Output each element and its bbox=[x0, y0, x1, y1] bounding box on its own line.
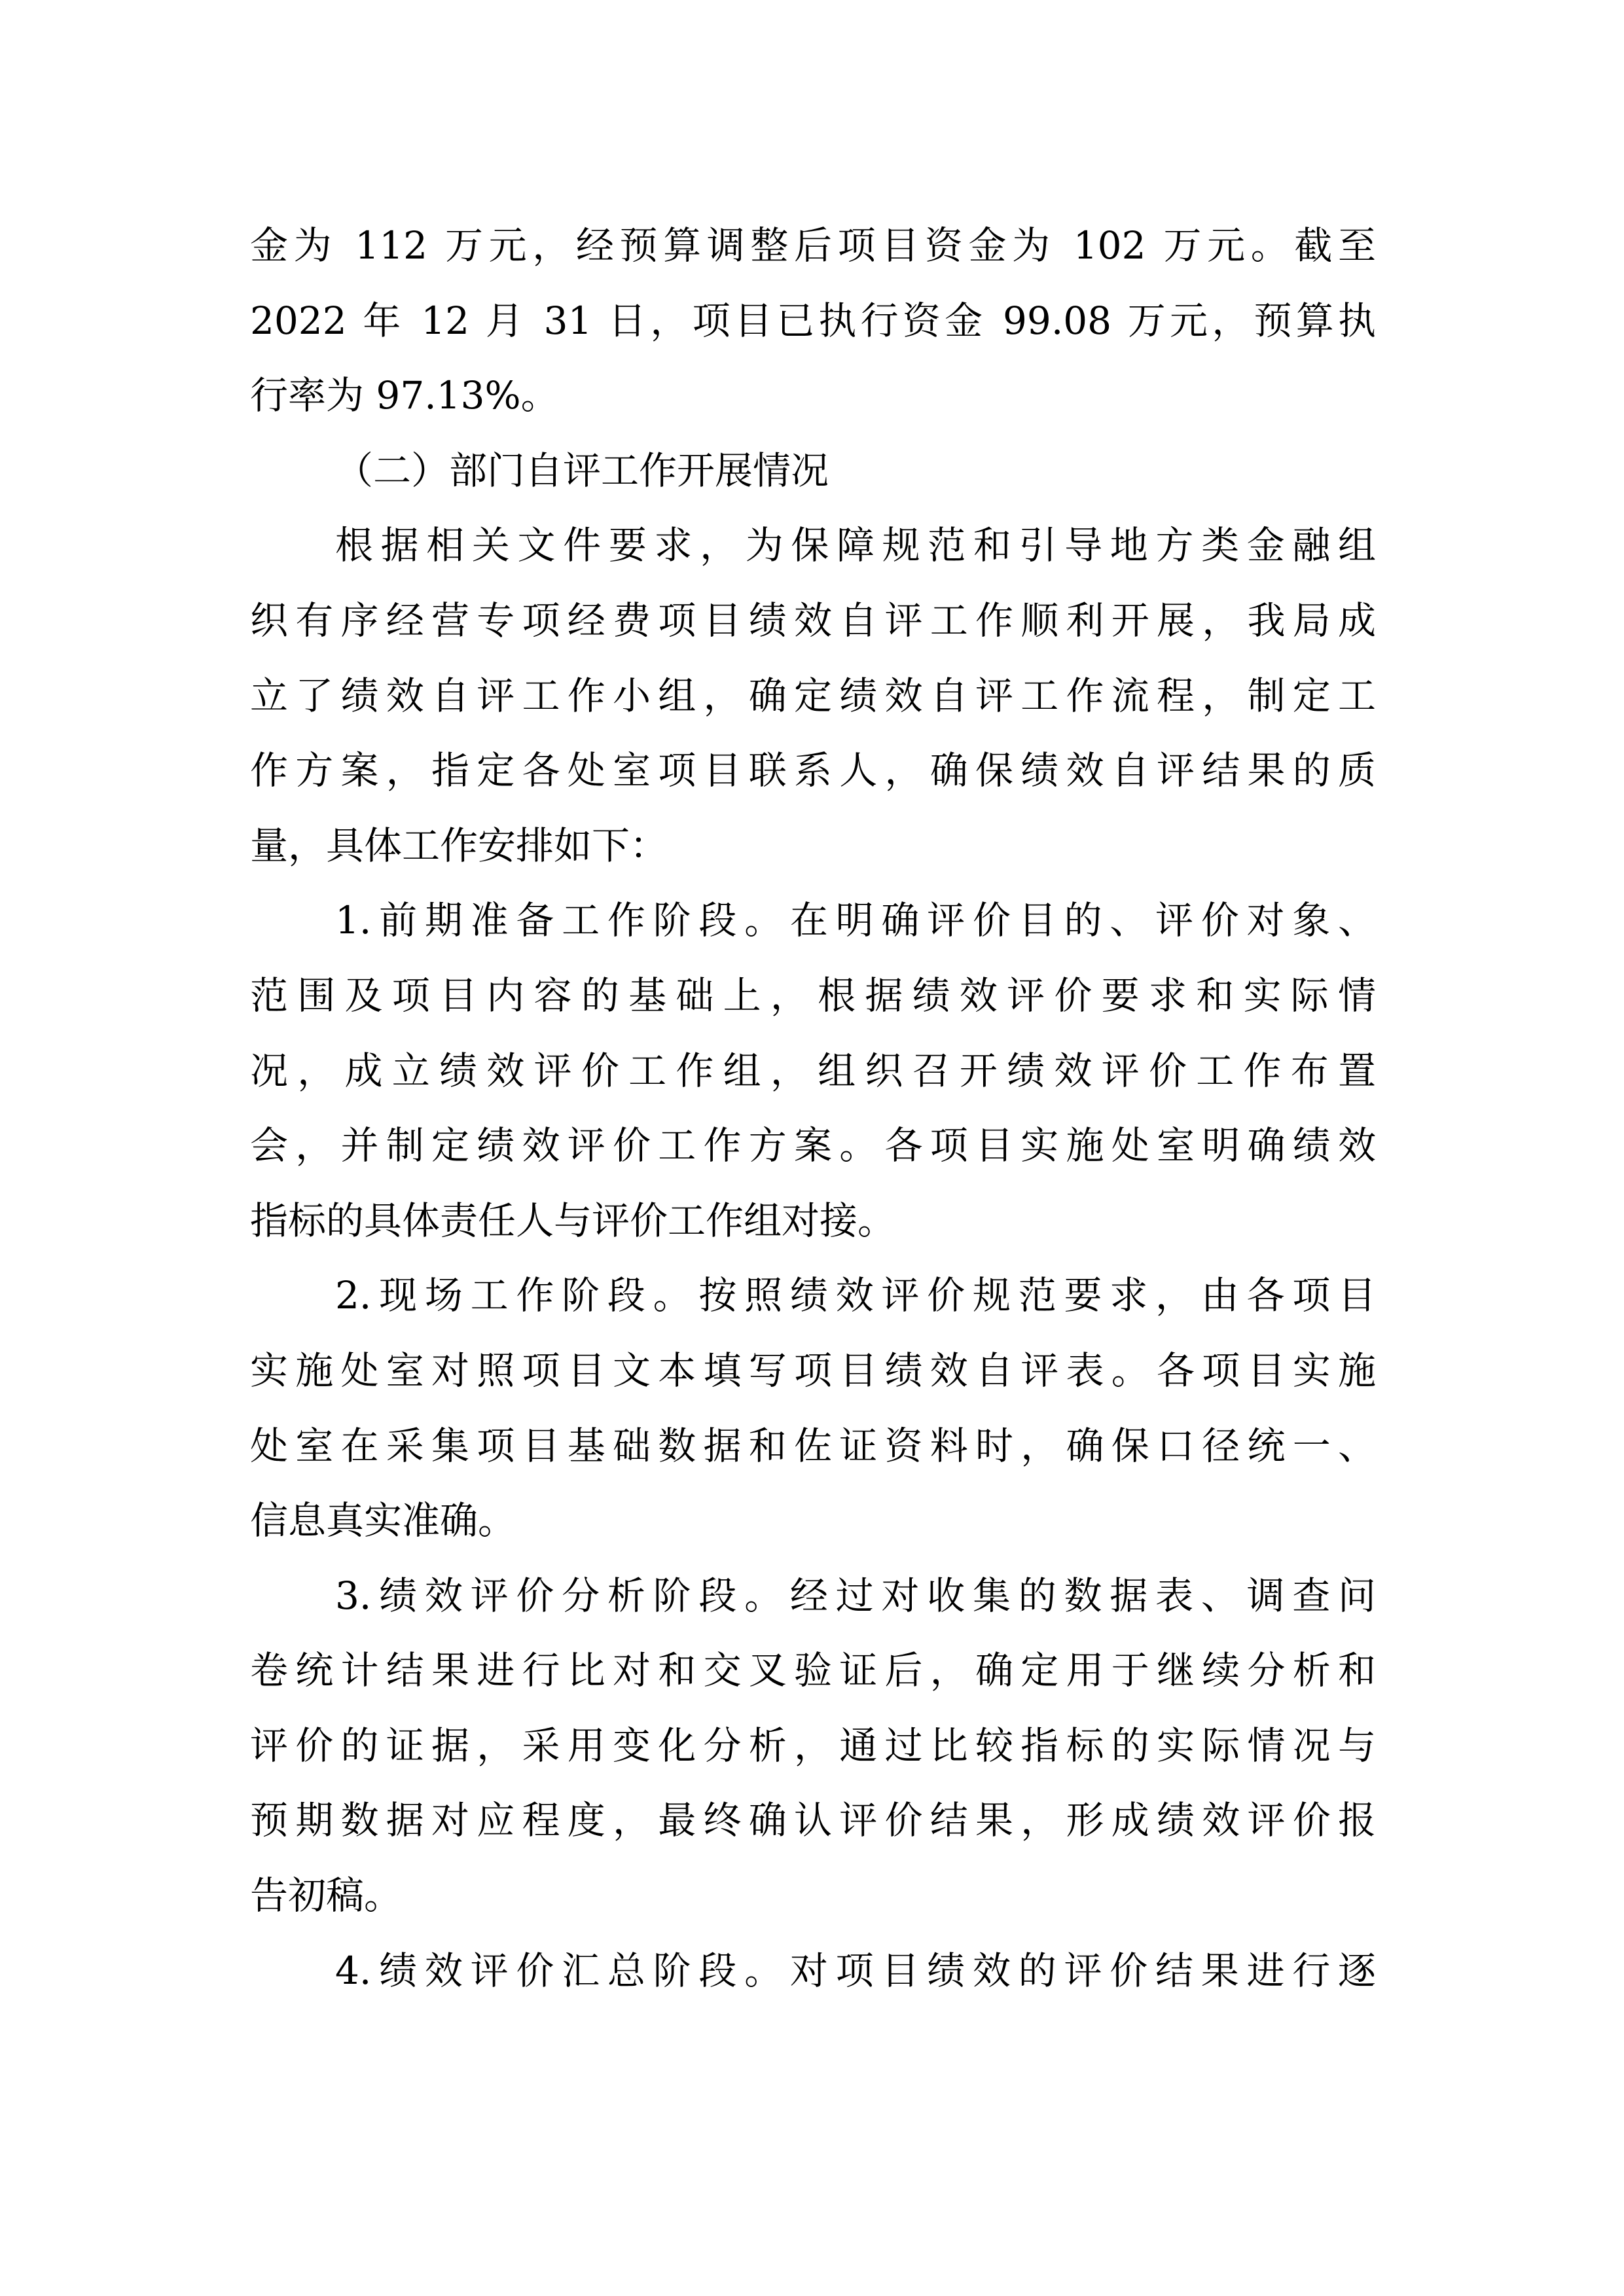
paragraph-line: 织有序经营专项经费项目绩效自评工作顺利开展，我局成 bbox=[250, 598, 1376, 643]
paragraph-line: 况，成立绩效评价工作组，组织召开绩效评价工作布置 bbox=[250, 1048, 1376, 1093]
paragraph-line: 信息真实准确。 bbox=[250, 1498, 516, 1543]
paragraph-line: 预期数据对应程度，最终确认评价结果，形成绩效评价报 bbox=[250, 1798, 1376, 1843]
paragraph-line: 指标的具体责任人与评价工作组对接。 bbox=[250, 1198, 896, 1243]
paragraph-line: 会，并制定绩效评价工作方案。各项目实施处室明确绩效 bbox=[250, 1123, 1376, 1168]
paragraph-line: 行率为 97.13%。 bbox=[250, 373, 559, 418]
paragraph-line: 根据相关文件要求，为保障规范和引导地方类金融组 bbox=[335, 523, 1376, 568]
paragraph-line: 1.前期准备工作阶段。在明确评价目的、评价对象、 bbox=[335, 898, 1376, 943]
paragraph-line: 立了绩效自评工作小组，确定绩效自评工作流程，制定工 bbox=[250, 673, 1376, 718]
paragraph-line: 2.现场工作阶段。按照绩效评价规范要求，由各项目 bbox=[335, 1273, 1376, 1318]
paragraph-line: 2022 年 12 月 31 日，项目已执行资金 99.08 万元，预算执 bbox=[250, 298, 1376, 343]
paragraph-line: 金为 112 万元，经预算调整后项目资金为 102 万元。截至 bbox=[250, 223, 1376, 268]
section-heading: （二）部门自评工作开展情况 bbox=[335, 448, 829, 493]
paragraph-line: 告初稿。 bbox=[250, 1873, 403, 1918]
document-body bbox=[250, 208, 1376, 2008]
paragraph-line: 量，具体工作安排如下： bbox=[250, 823, 668, 868]
paragraph-line: 处室在采集项目基础数据和佐证资料时，确保口径统一、 bbox=[250, 1423, 1376, 1468]
paragraph-line: 实施处室对照项目文本填写项目绩效自评表。各项目实施 bbox=[250, 1348, 1376, 1393]
paragraph-line: 范围及项目内容的基础上，根据绩效评价要求和实际情 bbox=[250, 973, 1376, 1018]
paragraph-line: 3.绩效评价分析阶段。经过对收集的数据表、调查问 bbox=[335, 1573, 1376, 1618]
paragraph-line: 作方案，指定各处室项目联系人，确保绩效自评结果的质 bbox=[250, 748, 1376, 793]
paragraph-line: 卷统计结果进行比对和交叉验证后，确定用于继续分析和 bbox=[250, 1648, 1376, 1693]
paragraph-line: 评价的证据，采用变化分析，通过比较指标的实际情况与 bbox=[250, 1723, 1376, 1768]
paragraph-line: 4.绩效评价汇总阶段。对项目绩效的评价结果进行逐 bbox=[335, 1948, 1376, 1993]
